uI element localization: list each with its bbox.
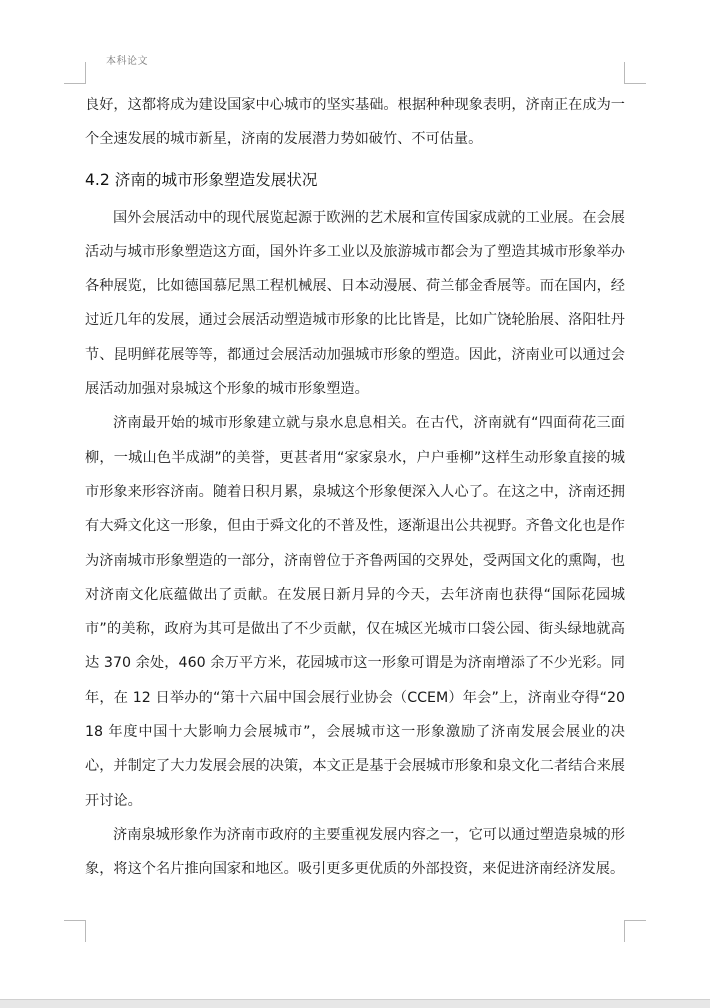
body-paragraph: 济南最开始的城市形象建立就与泉水息息相关。在古代，济南就有“四面荷花三面柳，一城山色半成湖”的美誉，更甚者用“家家泉水，户户垂柳”这样生动形象直接的城市形象来形容济南。随着日积月累，泉城这个形象便深入人心了。在这之中，济南还拥有大舜文化这一形象，但由于舜文化的不普及性，逐渐退出公共视野。齐鲁文化也是作为济南城市形象塑造的一部分，济南曾位于齐鲁两国的交界处，受两国文化的熏陶，也对济南文化底蕴做出了贡献。在发展日新月异的今天，去年济南也获得“国际花园城市”的美称，政府为其可是做出了不少贡献，仅在城区光城市口袋公园、街头绿地就高达 370 余处，460 余万平方米，花园城市这一形象可谓是为济南增添了不少光彩。同年，在 12 日举办的“第十六届中国会展行业协会（CCEM）年会”上，济南业夺得“2018 年度中国十大影响力会展城市”，会展城市这一形象激励了济南发展会展业的决心，并制定了大力发展会展的决策，本文正是基于会展城市形象和泉文化二者结合来展开讨论。	[85, 415, 625, 809]
margin-crop-mark-bottom-right	[624, 920, 646, 942]
body-paragraph: 国外会展活动中的现代展览起源于欧洲的艺术展和宣传国家成就的工业展。在会展活动与城市形象塑造这方面，国外许多工业以及旅游城市都会为了塑造其城市形象举办各种展览，比如德国慕尼黑工程机械展、日本动漫展、荷兰郁金香展等。而在国内，经过近几年的发展，通过会展活动塑造城市形象的比比皆是，比如广饶轮胎展、洛阳牡丹节、昆明鲜花展等等，都通过会展活动加强城市形象的塑造。因此，济南业可以通过会展活动加强对泉城这个形象的城市形象塑造。	[85, 209, 625, 398]
header-label: 本科论文	[106, 56, 148, 67]
margin-crop-mark-top-left	[64, 62, 86, 84]
margin-crop-mark-top-right	[624, 62, 646, 84]
body-paragraph: 济南泉城形象作为济南市政府的主要重视发展内容之一，它可以通过塑造泉城的形象，将这个名片推向国家和地区。吸引更多更优质的外部投资，来促进济南经济发展。	[85, 826, 625, 878]
section-heading: 4.2 济南的城市形象塑造发展状况	[85, 170, 318, 189]
margin-crop-mark-bottom-left	[64, 920, 86, 942]
document-body	[85, 88, 625, 887]
body-paragraph: 良好，这都将成为建设国家中心城市的坚实基础。根据种种现象表明，济南正在成为一个全速发展的城市新星，济南的发展潜力势如破竹、不可估量。	[85, 97, 625, 148]
